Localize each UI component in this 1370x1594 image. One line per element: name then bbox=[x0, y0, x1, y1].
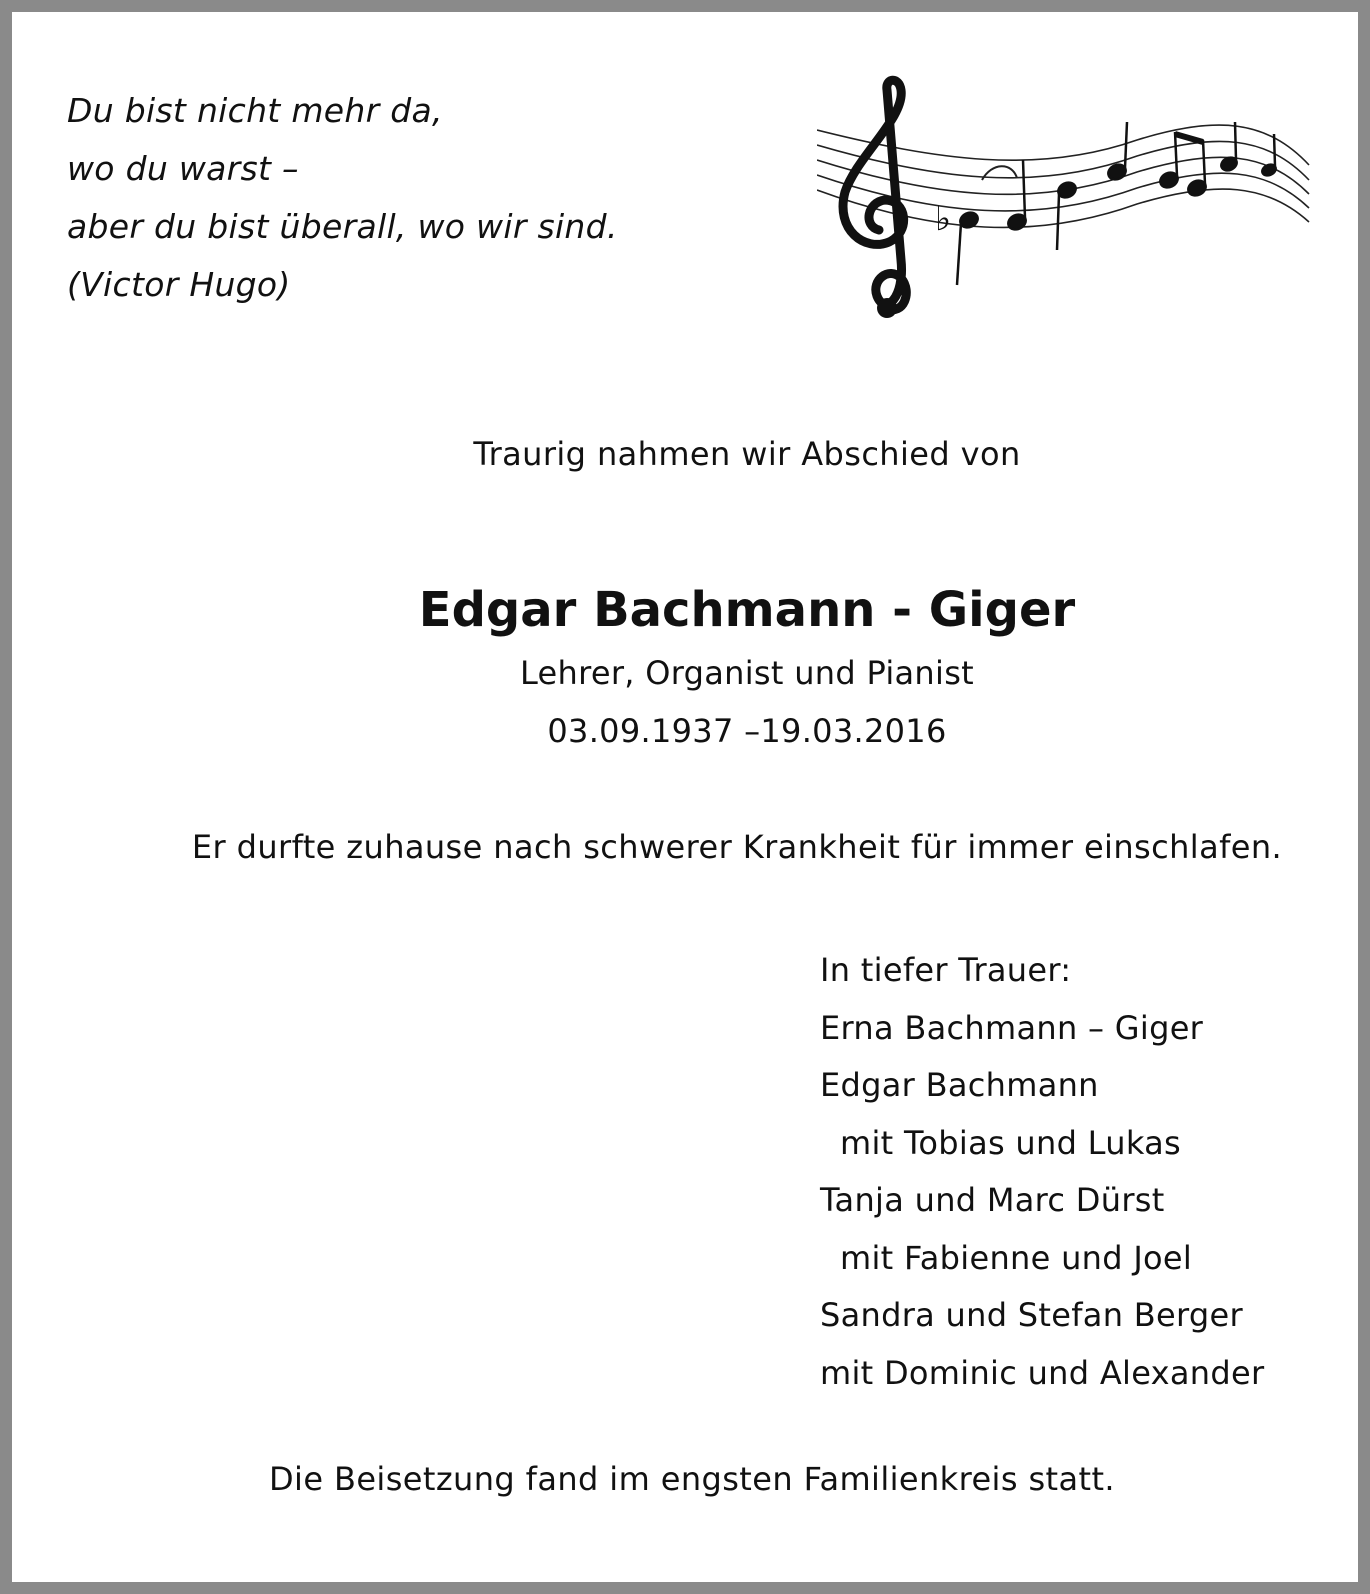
mourner-line: mit Dominic und Alexander bbox=[820, 1353, 1265, 1392]
mourner-line: mit Fabienne und Joel bbox=[840, 1238, 1193, 1277]
mourner-line: Tanja und Marc Dürst bbox=[820, 1181, 1165, 1219]
deceased-dates: 03.09.1937 –19.03.2016 bbox=[547, 712, 947, 750]
music-staff-treble-clef-icon bbox=[817, 70, 1327, 340]
mourners-heading: In tiefer Trauer: bbox=[820, 951, 1072, 989]
mourner-line: mit Tobias und Lukas bbox=[840, 1123, 1181, 1162]
quote-line: aber du bist überall, wo wir sind. bbox=[67, 207, 618, 246]
quote-block bbox=[67, 82, 618, 314]
quote-line: wo du warst – bbox=[67, 149, 299, 188]
obituary-page bbox=[12, 12, 1358, 1582]
mourner-line: Edgar Bachmann bbox=[820, 1066, 1099, 1104]
intro-text: Traurig nahmen wir Abschied von bbox=[473, 435, 1021, 473]
svg-text:♭: ♭ bbox=[935, 199, 952, 239]
mourner-line: Sandra und Stefan Berger bbox=[820, 1296, 1243, 1334]
mourners-list bbox=[820, 942, 1264, 1402]
deceased-name: Edgar Bachmann - Giger bbox=[418, 582, 1076, 638]
mourner-line: Erna Bachmann – Giger bbox=[820, 1008, 1204, 1047]
burial-notice: Die Beisetzung fand im engsten Familienkreis statt. bbox=[269, 1460, 1115, 1498]
quote-line: Du bist nicht mehr da, bbox=[67, 91, 443, 130]
quote-author: (Victor Hugo) bbox=[67, 265, 291, 304]
deceased-profession: Lehrer, Organist und Pianist bbox=[519, 654, 975, 692]
statement-text: Er durfte zuhause nach schwerer Krankheit für immer einschlafen. bbox=[191, 828, 1283, 866]
